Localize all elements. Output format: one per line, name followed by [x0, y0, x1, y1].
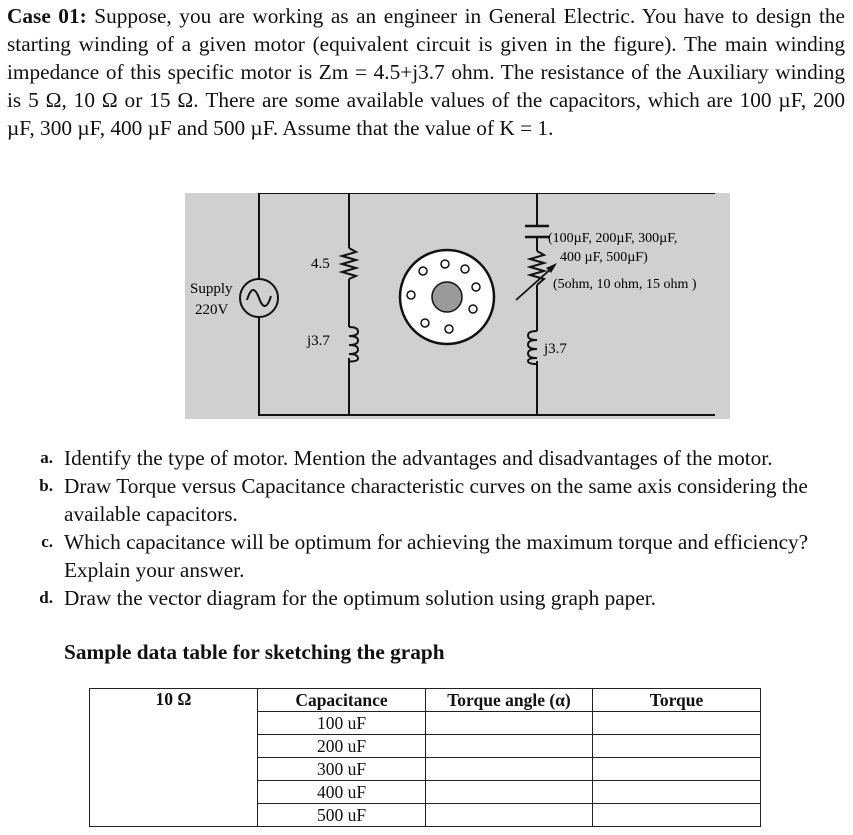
- resistor-icon: [342, 248, 356, 279]
- torque-angle-cell: [426, 735, 593, 758]
- variable-resistor-arrow: [516, 267, 553, 300]
- question-marker: a.: [40, 448, 53, 467]
- supply-voltage: 220V: [195, 302, 229, 318]
- aux-resistance-values: (5ohm, 10 ohm, 15 ohm ): [553, 277, 697, 292]
- capacitance-cell: 300 uF: [258, 758, 426, 781]
- torque-angle-cell: [426, 781, 593, 804]
- question-text: Identify the type of motor. Mention the advantages and disadvantages of the motor.: [64, 446, 773, 470]
- capacitance-cell: 200 uF: [258, 735, 426, 758]
- question-marker: d.: [39, 588, 53, 607]
- torque-cell: [593, 781, 761, 804]
- inductor-icon: [349, 327, 358, 362]
- case-description: [7, 2, 845, 142]
- aux-inductor-icon: [528, 331, 537, 364]
- supply-label: Supply: [190, 281, 233, 297]
- torque-angle-cell: [426, 804, 593, 827]
- torque-cell: [593, 712, 761, 735]
- header-capacitance: Capacitance: [258, 689, 426, 712]
- capacitance-cell: 400 uF: [258, 781, 426, 804]
- ac-source-icon: [240, 279, 278, 317]
- capacitance-cell: 100 uF: [258, 712, 426, 735]
- question-b: [27, 472, 845, 528]
- torque-cell: [593, 804, 761, 827]
- question-text: Draw the vector diagram for the optimum solution using graph paper.: [64, 586, 657, 610]
- question-c: [27, 528, 845, 584]
- question-text: Which capacitance will be optimum for achieving the maximum torque and efficiency? Explain your answer.: [64, 530, 809, 582]
- question-d: [27, 584, 845, 612]
- torque-angle-cell: [426, 758, 593, 781]
- torque-cell: [593, 758, 761, 781]
- question-marker: b.: [39, 476, 53, 495]
- aux-reactance-label: j3.7: [544, 341, 567, 357]
- capacitor-values-line1: (100µF, 200µF, 300µF,: [548, 231, 678, 246]
- question-marker: c.: [41, 532, 53, 551]
- table-header-row: [90, 689, 761, 712]
- question-a: [27, 444, 845, 472]
- capacitance-cell: 500 uF: [258, 804, 426, 827]
- header-torque: Torque: [593, 689, 761, 712]
- header-torque-angle: Torque angle (α): [426, 689, 593, 712]
- torque-cell: [593, 735, 761, 758]
- variable-resistor-icon: [530, 251, 544, 285]
- question-text: Draw Torque versus Capacitance characteristic curves on the same axis considering the available capacitors.: [64, 474, 808, 526]
- main-resistance-label: 4.5: [311, 256, 330, 272]
- capacitor-icon: [525, 226, 549, 237]
- capacitor-values-line2: 400 µF, 500µF): [560, 250, 648, 265]
- question-list: [27, 444, 845, 612]
- equivalent-circuit-figure: [185, 193, 730, 419]
- motor-stator-icon: [400, 250, 494, 344]
- main-reactance-label: j3.7: [307, 333, 330, 349]
- torque-angle-cell: [426, 712, 593, 735]
- case-label: Case 01:: [7, 4, 87, 28]
- sample-data-table: [89, 688, 761, 827]
- case-text: Suppose, you are working as an engineer in General Electric. You have to design the starting winding of a given motor (equivalent circuit is given in the figure). The main winding impedance of this specific motor is Zm = 4.5+j3.7 ohm. The resistance of the Auxiliary winding is 5 Ω, 10 Ω or 15 Ω. There are some available values of the capacitors, which are 100 µF, 200 µF, 300 µF, 400 µF and 500 µF. Assume that the value of K = 1.: [7, 4, 846, 140]
- table-title: Sample data table for sketching the graph: [64, 640, 445, 664]
- resistance-label: 10 Ω: [90, 689, 258, 827]
